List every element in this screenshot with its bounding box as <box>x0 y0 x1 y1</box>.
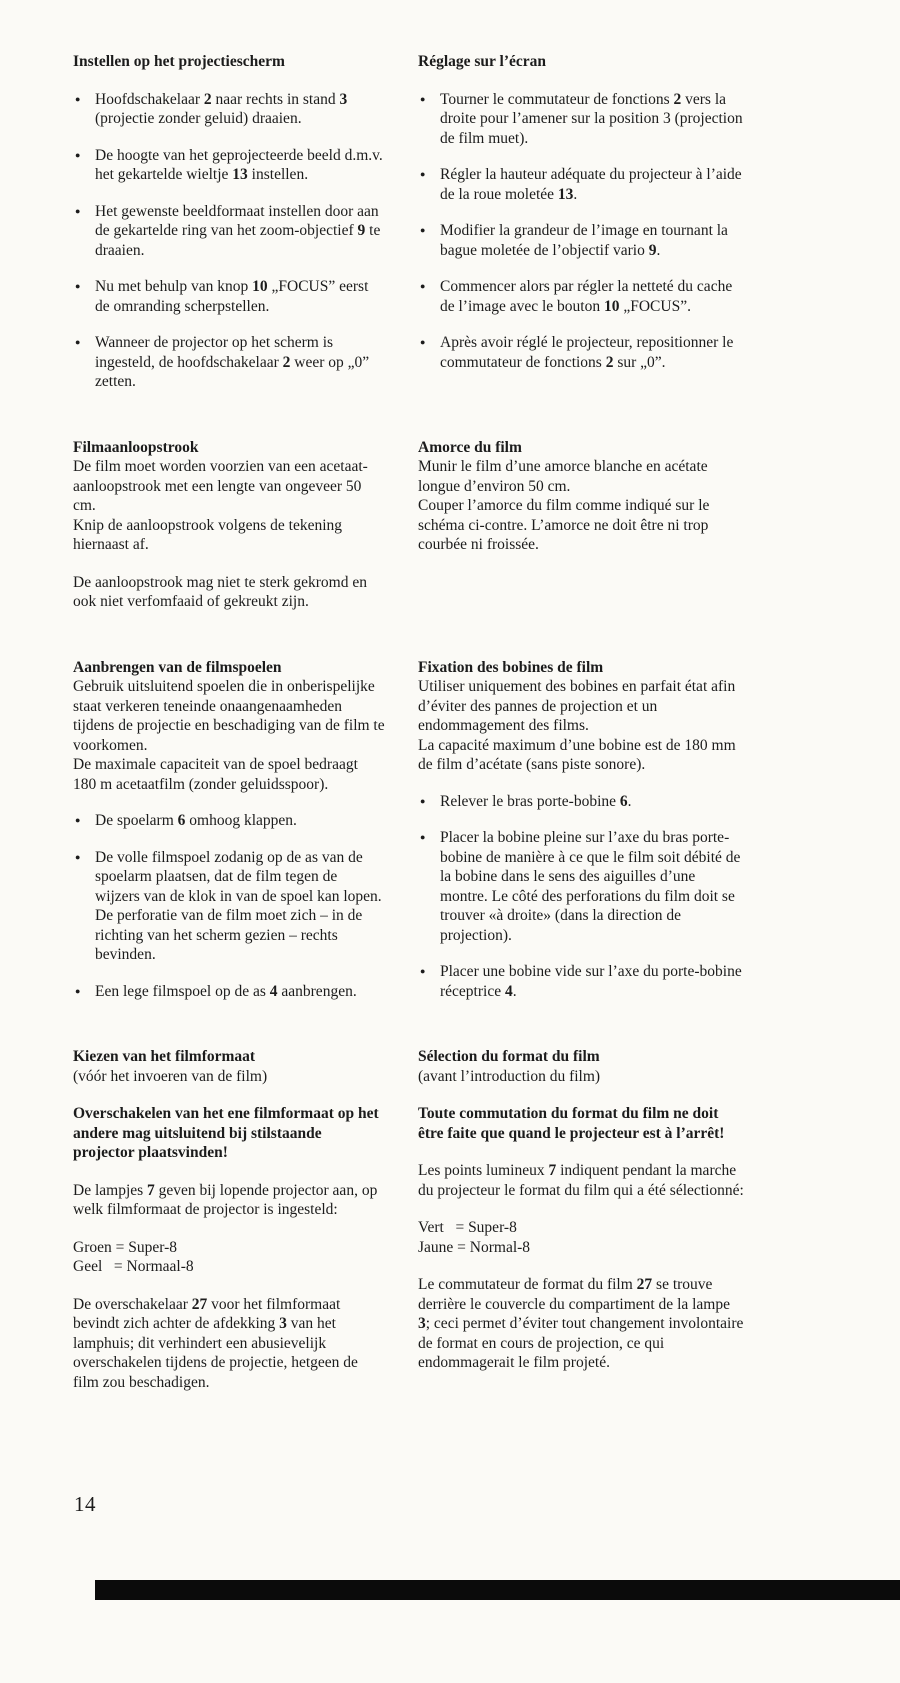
paragraph: De aanloopstrook mag niet te sterk gekromd en ook niet verfomfaaid of gekreukt zijn. <box>73 573 367 610</box>
paragraph: Utiliser uniquement des bobines en parfait état afin d’éviter des pannes de projection et un endommagement des films. La capacité maximum d’une bobine est de 180 mm de film d’acétate (sans piste sonore). <box>418 678 736 773</box>
bullet-text: Placer une bobine vide sur l’axe du porte-bobine réceptrice 4. <box>440 963 742 1000</box>
column-left <box>73 1047 385 1392</box>
paragraph: Vert = Super-8 Jaune = Normal-8 <box>418 1219 531 1256</box>
paragraph: De film moet worden voorzien van een acetaat-aanloopstrook met een lengte van ongeveer 50 cm. Knip de aanloopstrook volgens de tekening hiernaast af. <box>73 458 368 553</box>
bold-paragraph: Overschakelen van het ene filmformaat op het andere mag uitsluitend bij stilstaande projector plaatsvinden! <box>73 1105 379 1161</box>
paragraph: De overschakelaar 27 voor het filmformaat bevindt zich achter de afdekking 3 van het lamphuis; dit verhindert een abusievelijk overschakelen tijdens de projectie, hetgeen de film zou beschadigen. <box>73 1295 358 1391</box>
bullet-item <box>418 90 745 149</box>
bullet-item <box>73 146 385 185</box>
bullet-item <box>73 277 385 316</box>
bullet-icon: ● <box>420 337 426 347</box>
bullet-item <box>418 165 745 204</box>
bullet-text: Een lege filmspoel op de as 4 aanbrengen. <box>95 982 357 1000</box>
column-right <box>418 1047 745 1392</box>
paragraph: Munir le film d’une amorce blanche en acétate longue d’environ 50 cm. Couper l’amorce du film comme indiqué sur le schéma ci-contre. L’amorce ne doit être ni trop courbée ni froissée. <box>418 458 710 553</box>
section-subheading: (vóór het invoeren van de film) <box>73 1067 268 1085</box>
bullet-item <box>73 90 385 129</box>
bullet-icon: ● <box>75 93 81 104</box>
bullet-text: Het gewenste beeldformaat instellen door aan de gekartelde ring van het zoom-objectief 9 te draaien. <box>95 202 381 259</box>
section-heading: Instellen op het projectiescherm <box>73 53 285 70</box>
bullet-item <box>73 333 385 392</box>
bullet-text: Nu met behulp van knop 10 „FOCUS” eerst de omranding scherpstellen. <box>95 278 369 315</box>
section-heading: Sélection du format du film <box>418 1048 600 1065</box>
content-row <box>73 438 745 612</box>
bullet-icon: ● <box>75 281 81 291</box>
paragraph: Les points lumineux 7 indiquent pendant la marche du projecteur le format du film qui a été sélectionné: <box>418 1162 744 1199</box>
bullet-text: Après avoir réglé le projecteur, repositionner le commutateur de fonctions 2 sur „0”. <box>440 334 734 371</box>
bullet-icon: ● <box>420 281 426 291</box>
paragraph: Groen = Super-8 Geel = Normaal-8 <box>73 1238 194 1275</box>
bullet-text: Commencer alors par régler la netteté du cache de l’image avec le bouton 10 „FOCUS”. <box>440 278 733 315</box>
content-rows <box>73 52 745 1392</box>
bullet-text: De hoogte van het geprojecteerde beeld d.m.v. het gekartelde wieltje 13 instellen. <box>95 146 383 183</box>
content-row <box>73 52 745 392</box>
bullet-item <box>418 792 745 812</box>
bullet-text: Modifier la grandeur de l’image en tournant la bague moletée de l’objectif vario 9. <box>440 222 728 259</box>
bullet-item <box>418 221 745 260</box>
section-heading: Filmaanloopstrook <box>73 438 199 456</box>
bullet-text: De spoelarm 6 omhoog klappen. <box>95 812 297 829</box>
bullet-text: Relever le bras porte-bobine 6. <box>440 792 632 810</box>
bullet-icon: ● <box>75 149 81 160</box>
bullet-icon: ● <box>75 985 81 996</box>
bullet-item <box>418 333 745 372</box>
bullet-icon: ● <box>75 815 81 825</box>
bullet-item <box>418 962 745 1001</box>
paragraph: De lampjes 7 geven bij lopende projector aan, op welk filmformaat de projector is ingesteld: <box>73 1181 378 1218</box>
bullet-icon: ● <box>420 93 426 104</box>
section-subheading: (avant l’introduction du film) <box>418 1067 601 1085</box>
bullet-text: Placer la bobine pleine sur l’axe du bras porte-bobine de manière à ce que le film soit débité de la bobine dans le sens des aiguilles d’une montre. Le côté des perforations du film doit se trouver «à droite» (dans la direction de projection). <box>440 829 741 944</box>
bullet-text: Régler la hauteur adéquate du projecteur à l’aide de la roue moletée 13. <box>440 166 742 203</box>
bullet-icon: ● <box>420 832 426 842</box>
bullet-text: Hoofdschakelaar 2 naar rechts in stand 3 (projectie zonder geluid) draaien. <box>95 90 348 127</box>
column-left <box>73 438 385 612</box>
bold-paragraph: Toute commutation du format du film ne doit être faite que quand le projecteur est à l’arrêt! <box>418 1105 725 1142</box>
bullet-icon: ● <box>75 337 81 347</box>
bullet-item <box>73 982 385 1002</box>
column-right <box>418 438 745 612</box>
bullet-item <box>418 828 745 945</box>
scan-artifact-bar <box>95 1580 900 1600</box>
bullet-text: De volle filmspoel zodanig op de as van de spoelarm plaatsen, dat de film tegen de wijzers van de klok in van de spoel kan lopen. De perforatie van de film moet zich – in de richting van het scherm gezien – rechts bevinden. <box>95 848 382 963</box>
bullet-text: Wanneer de projector op het scherm is ingesteld, de hoofdschakelaar 2 weer op „0” zetten. <box>95 334 370 390</box>
content-row <box>73 658 745 1002</box>
section-heading: Amorce du film <box>418 438 522 456</box>
manual-page-content <box>73 52 745 1438</box>
section-heading: Aanbrengen van de filmspoelen <box>73 658 282 676</box>
bullet-icon: ● <box>75 851 81 862</box>
column-right <box>418 52 745 392</box>
section-heading: Fixation des bobines de film <box>418 658 604 676</box>
bullet-icon: ● <box>420 795 426 806</box>
section-heading: Réglage sur l’écran <box>418 53 546 70</box>
bullet-item <box>73 848 385 965</box>
paragraph: Le commutateur de format du film 27 se trouve derrière le couvercle du compartiment de la lampe 3; ceci permet d’éviter tout changement involontaire de format en cours de projection, ce qui endommagerait le film projeté. <box>418 1276 744 1371</box>
bullet-icon: ● <box>420 169 426 179</box>
bullet-text: Tourner le commutateur de fonctions 2 vers la droite pour l’amener sur la position 3 (projection de film muet). <box>440 90 743 147</box>
bullet-icon: ● <box>420 966 426 976</box>
bullet-icon: ● <box>420 225 426 235</box>
column-left <box>73 52 385 392</box>
page-number: 14 <box>74 1492 96 1516</box>
section-heading: Kiezen van het filmformaat <box>73 1048 256 1065</box>
column-left <box>73 658 385 1002</box>
column-right <box>418 658 745 1002</box>
bullet-icon: ● <box>75 205 81 216</box>
content-row <box>73 1047 745 1392</box>
bullet-item <box>73 202 385 261</box>
bullet-item <box>73 811 385 831</box>
paragraph: Gebruik uitsluitend spoelen die in onberispelijke staat verkeren teneinde onaangenaamheden tijdens de projectie en beschadiging van de film te voorkomen. De maximale capaciteit van de spoel bedraagt 180 m acetaatfilm (zonder geluidsspoor). <box>73 678 385 793</box>
bullet-item <box>418 277 745 316</box>
